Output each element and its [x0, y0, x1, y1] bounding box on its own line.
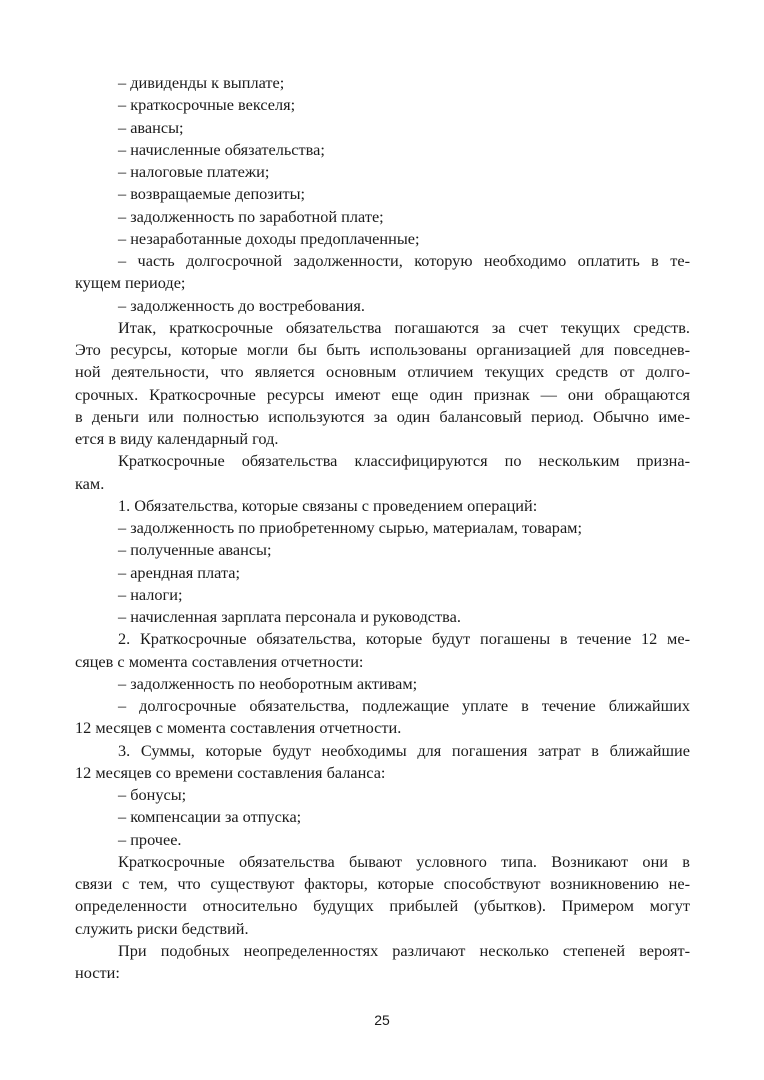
- text-line: – прочее.: [118, 829, 182, 849]
- text-line: При подобных неопределенностях различают несколько степеней вероят-: [118, 940, 690, 960]
- text-line: – компенсации за отпуска;: [118, 807, 302, 827]
- text-line: – долгосрочные обязательства, подлежащие уплате в течение ближайших: [118, 696, 690, 715]
- text-line: кам.: [75, 473, 105, 493]
- text-line: – задолженность до востребования.: [118, 295, 365, 315]
- text-line: – задолженность по приобретенному сырью, материалам, товарам;: [118, 518, 582, 537]
- text-line: 2. Краткосрочные обязательства, которые будут погашены в течение 12 ме-: [118, 629, 690, 649]
- text-line: – полученные авансы;: [118, 540, 272, 560]
- text-line: – начисленная зарплата персонала и руководства.: [118, 607, 461, 626]
- text-line: кущем периоде;: [75, 273, 186, 293]
- text-line: Краткосрочные обязательства классифицируются по нескольким призна-: [118, 451, 690, 471]
- text-line: сяцев с момента составления отчетности:: [75, 651, 364, 671]
- text-line: служить риски бедствий.: [75, 918, 249, 938]
- text-line: – авансы;: [118, 117, 184, 137]
- text-line: 3. Суммы, которые будут необходимы для погашения затрат в ближайшие: [118, 740, 690, 760]
- text-line: ности:: [75, 963, 120, 982]
- text-line: – начисленные обязательства;: [118, 139, 325, 159]
- text-line: срочных. Краткосрочные ресурсы имеют еще один признак — они обращаются: [75, 384, 690, 404]
- text-line: определенности относительно будущих прибылей (убытков). Примером могут: [75, 896, 690, 916]
- text-line: – возвращаемые депозиты;: [118, 184, 306, 204]
- text-line: – бонусы;: [118, 785, 187, 804]
- text-line: в деньги или полностью используются за один балансовый период. Обычно име-: [75, 406, 690, 426]
- text-line: – краткосрочные векселя;: [118, 95, 296, 115]
- text-line: – часть долгосрочной задолженности, которую необходимо оплатить в те-: [118, 251, 690, 270]
- text-line: 12 месяцев с момента составления отчетности.: [75, 718, 402, 738]
- text-line: – задолженность по заработной плате;: [118, 206, 384, 226]
- text-line: ной деятельности, что является основным отличием текущих средств от долго-: [75, 362, 690, 382]
- text-line: Краткосрочные обязательства бывают условного типа. Возникают они в: [118, 851, 690, 871]
- text-line: связи с тем, что существуют факторы, которые способствуют возникновению не-: [75, 874, 690, 893]
- text-line: – налоговые платежи;: [118, 162, 270, 181]
- text-line: – незаработанные доходы предоплаченные;: [118, 228, 420, 248]
- page-number: 25: [374, 1012, 390, 1028]
- text-line: – задолженность по необоротным активам;: [118, 673, 418, 693]
- text-line: 12 месяцев со времени составления баланса:: [75, 762, 386, 782]
- document-body: [75, 72, 690, 984]
- text-line: Это ресурсы, которые могли бы быть использованы организацией для повседнев-: [75, 340, 690, 359]
- text-line: Итак, краткосрочные обязательства погашаются за счет текущих средств.: [118, 317, 690, 337]
- text-line: 1. Обязательства, которые связаны с проведением операций:: [118, 495, 538, 515]
- text-line: – дивиденды к выплате;: [118, 73, 285, 92]
- text-line: ется в виду календарный год.: [75, 429, 279, 448]
- text-line: – налоги;: [118, 584, 183, 604]
- text-line: – арендная плата;: [118, 562, 241, 582]
